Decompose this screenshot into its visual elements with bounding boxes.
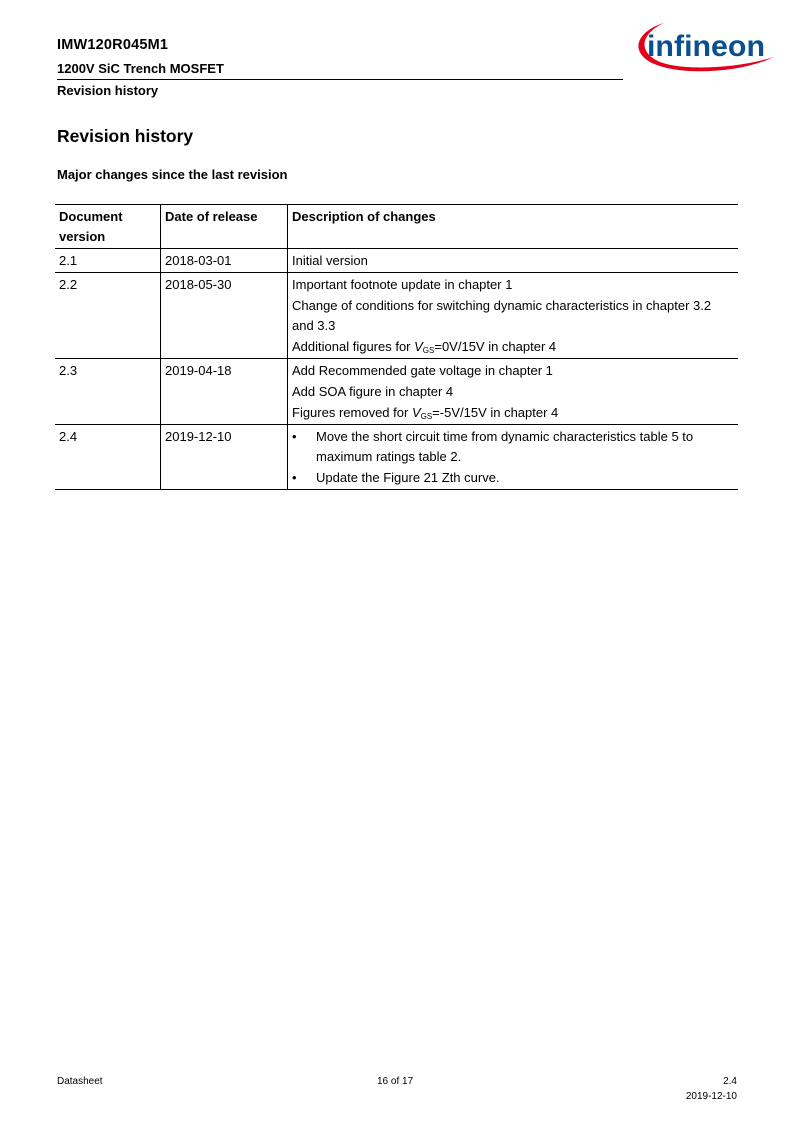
change-text: =0V/15V in chapter 4	[434, 339, 557, 354]
page-subtitle: Major changes since the last revision	[57, 167, 288, 182]
cell-description	[288, 249, 739, 273]
header-part-number: IMW120R045M1	[57, 37, 169, 53]
change-text: Additional figures for	[292, 339, 415, 354]
cell-description	[288, 359, 739, 425]
cell-version: 2.3	[59, 363, 78, 378]
table-row	[55, 359, 738, 425]
cell-description	[288, 425, 739, 490]
change-line: Add Recommended gate voltage in chapter 1	[292, 363, 553, 378]
change-text: =-5V/15V in chapter 4	[432, 405, 559, 420]
symbol-v: V	[411, 405, 421, 420]
symbol-subscript: GS	[420, 412, 433, 421]
cell-date: 2018-05-30	[161, 273, 288, 359]
change-line: Initial version	[292, 253, 368, 268]
footer-version: 2.4	[723, 1076, 737, 1087]
footer-page-number: 16 of 17	[377, 1076, 414, 1087]
footer-date: 2019-12-10	[685, 1091, 737, 1102]
revision-table	[55, 204, 738, 490]
column-header-version: Document version	[59, 209, 123, 244]
header-section-name: Revision history	[57, 83, 159, 98]
change-bullet: • Update the Figure 21 Zth curve.	[292, 468, 734, 488]
change-bullet-list	[292, 427, 734, 488]
change-text: Figures removed for	[292, 405, 412, 420]
column-header-date: Date of release	[161, 205, 288, 249]
infineon-logo	[634, 17, 776, 79]
page-title: Revision history	[57, 126, 194, 146]
change-line: Add SOA figure in chapter 4	[292, 384, 454, 399]
cell-version: 2.4	[59, 429, 78, 444]
symbol-v: V	[414, 339, 423, 354]
logo-wordmark: infineon	[647, 30, 765, 63]
cell-version: 2.2	[59, 277, 78, 292]
table-header-row	[55, 205, 738, 249]
change-bullet: • Move the short circuit time from dynamic characteristics table 5 to maximum ratings table 2.	[292, 427, 734, 467]
change-line	[292, 403, 734, 423]
cell-description	[288, 273, 739, 359]
symbol-subscript: GS	[422, 346, 435, 355]
cell-date: 2019-12-10	[161, 425, 288, 490]
cell-date: 2019-04-18	[161, 359, 288, 425]
cell-version: 2.1	[59, 253, 78, 268]
change-line	[292, 337, 734, 357]
cell-date: 2018-03-01	[161, 249, 288, 273]
header-product-name: 1200V SiC Trench MOSFET	[57, 61, 224, 76]
table-row	[55, 249, 738, 273]
change-line: Change of conditions for switching dynamic characteristics in chapter 3.2 and 3.3	[292, 298, 712, 333]
table-row	[55, 425, 738, 490]
change-line: Important footnote update in chapter 1	[292, 277, 513, 292]
footer-doc-type: Datasheet	[57, 1076, 103, 1087]
header-divider	[57, 79, 623, 80]
column-header-description: Description of changes	[288, 205, 739, 249]
table-row	[55, 273, 738, 359]
